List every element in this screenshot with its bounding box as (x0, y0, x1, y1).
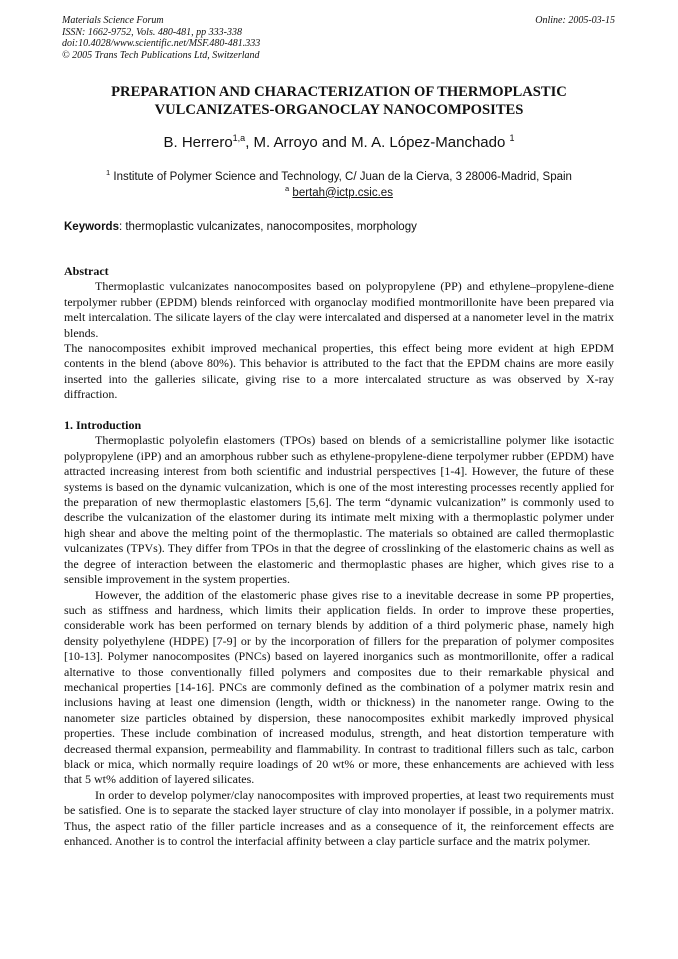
paper-title (60, 83, 618, 119)
online-date: Online: 2005-03-15 (535, 15, 615, 26)
journal-header (62, 15, 260, 61)
section-gap (64, 403, 614, 418)
introduction-paragraph-3: In order to develop polymer/clay nanocomposites with improved properties, at least two requirements must be satisfied. One is to separate the stacked layer structure of clay into monolayer if possible, in a polymer matrix. Thus, the aspect ratio of the filler particle increases and as a consequence of it, the reinforcement effects are enhanced. Another is to control the interfacial affinity between a clay particle surface and the matrix polymer. (64, 787, 614, 849)
title-line-2: VULCANIZATES-ORGANOCLAY NANOCOMPOSITES (154, 102, 524, 118)
keywords (64, 220, 624, 235)
email-sup: a (285, 183, 290, 193)
author-others: , M. Arroyo and M. A. López-Manchado (245, 134, 510, 151)
introduction-paragraph-1: Thermoplastic polyolefin elastomers (TPOs) based on blends of a semicristalline polymer like isotactic polypropylene (iPP) and an amorphous rubber such as ethylene-propylene-diene terpolymer rubber (EPDM) have attracted increasing interest from both scientific and industrial perspectives [1-4]. However, the future of these systems is based on the dynamic vulcanization, which is one of the most interesting processes recently applied for the preparation of new thermoplastic elastomers [5,6]. The term “dynamic vulcanization” is commonly used to describe the vulcanization of the elastomer during its intimate melt mixing with a thermoplastic polymer under high shear and above the melting point of the thermoplastic. The materials so obtained are called thermoplastic vulcanizates (TPVs). They differ from TPOs in that the degree of crosslinking of the elastomeric chains as well as the degree of interaction between the elastomeric and thermoplastic phases are higher, which gives rise to a sensible improvement in the system properties. (64, 433, 614, 587)
author-herrero: B. Herrero (163, 134, 233, 151)
author-lopez-sup: 1 (509, 133, 515, 143)
title-line-1: PREPARATION AND CHARACTERIZATION OF THERMOPLASTIC (111, 84, 567, 100)
copyright-line: © 2005 Trans Tech Publications Ltd, Switzerland (62, 49, 260, 61)
keywords-text: : thermoplastic vulcanizates, nanocomposites, morphology (118, 221, 417, 233)
journal-name: Materials Science Forum (62, 15, 164, 26)
introduction-paragraph-2: However, the addition of the elastomeric phase gives rise to a inevitable decrease in some PP properties, such as stiffness and hardness, which limits their application fields. In order to improve these properties, considerable work has been performed on ternary blends by addition of a third polymeric phase, namely high density polyethylene (HDPE) [7-9] or by the incorporation of fillers for the preparation of polymer composites [10-13]. Polymer nanocomposites (PNCs) based on layered inorganics such as montmorillonite, offer a radical alternative to those conventionally filled polymers and composites due to their remarkable physical and mechanical properties [14-16]. PNCs are commonly defined as the combination of a polymer matrix resin and inclusions having at least one dimension (length, width or thickness) in the nanometer range. Owing to the nanometer size particles obtained by dispersion, these nanocomposites exhibit markedly improved physical properties. These include combination of increased modulus, strength, and heat distortion temperature with decreased thermal expansion, permeability and flammability. In contrast to traditional fillers such as talc, carbon black or mica, which normally require loadings of 20 wt% or more, these enhancements are achieved with less that 5 wt% addition of layered silicates. (64, 587, 614, 787)
affiliation-sup: 1 (106, 168, 111, 178)
paper-body (64, 264, 614, 849)
abstract-paragraph-1: Thermoplastic vulcanizates nanocomposites based on polypropylene (PP) and ethylene–propylene-diene terpolymer rubber (EPDM) blends reinforced with organoclay modified montmorillonite have been prepared via melt intercalation. The silicate layers of the clay were intercalated and dispersed at a nanometer level in the matrix blends. (64, 279, 614, 340)
email-link[interactable]: bertah@ictp.csic.es (292, 186, 393, 199)
issn-line: ISSN: 1662-9752, Vols. 480-481, pp 333-338 (62, 26, 242, 38)
abstract-paragraph-2: The nanocomposites exhibit improved mechanical properties, this effect being more evident at high EPDM contents in the blend (above 80%). This behavior is attributed to the fact that the EPDM chains are more easily inserted into the galleries silicate, giving rise to a more intercalated structure as was observed by X-ray diffraction. (64, 341, 614, 402)
keywords-label: Keywords (64, 221, 119, 233)
abstract-heading: Abstract (64, 264, 109, 278)
introduction-heading: 1. Introduction (64, 418, 142, 433)
author-list (60, 134, 618, 152)
doi-line: doi:10.4028/www.scientific.net/MSF.480-481.333 (62, 38, 261, 49)
affiliation-text: Institute of Polymer Science and Technology, C/ Juan de la Cierva, 3 28006-Madrid, Spain (110, 171, 572, 183)
author-herrero-sup: 1,a (232, 133, 246, 143)
affiliation (60, 170, 618, 201)
